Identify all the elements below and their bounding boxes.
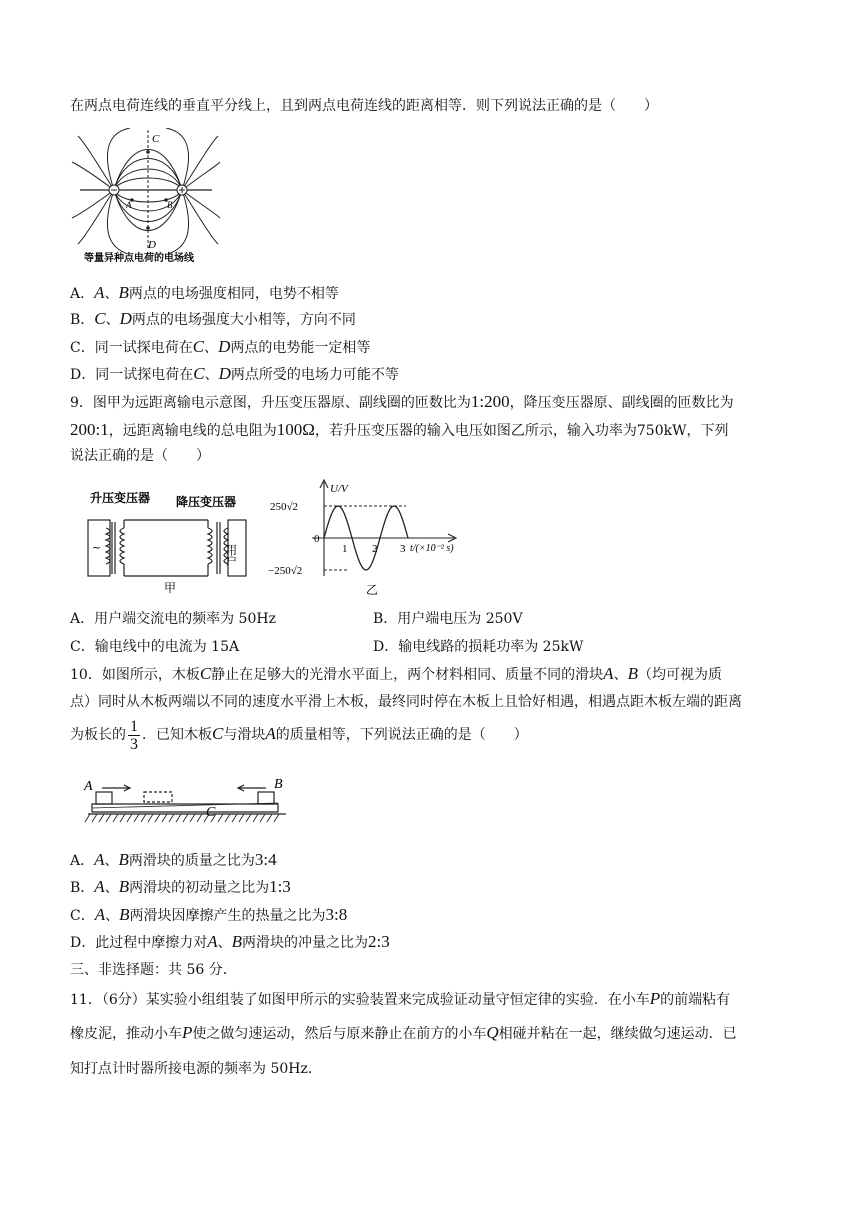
section-heading: 三、非选择题：共 56 分． bbox=[70, 962, 237, 978]
q9-option-c: C．输电线中的电流为 15A bbox=[70, 639, 240, 655]
figure-caption: 等量异种点电荷的电场线 bbox=[84, 253, 194, 264]
step-down-label: 降压变压器 bbox=[176, 495, 237, 509]
q9-option-a: A．用户端交流电的频率为 50Hz bbox=[70, 611, 276, 627]
q10-option-a: A．A、B两滑块的质量之比为3:4 bbox=[70, 850, 277, 869]
fig-label-d: D bbox=[148, 239, 156, 251]
step-up-label: 升压变压器 bbox=[90, 491, 151, 505]
q8-option-c: C．同一试探电荷在C、D两点的电势能一定相等 bbox=[70, 337, 371, 356]
user-label: 用户 bbox=[224, 544, 238, 566]
q10-stem-line1: 10．如图所示，木板C静止在足够大的光滑水平面上，两个材料相同、质量不同的滑块A、B（均可视为质 bbox=[70, 664, 722, 683]
q8-stem: 在两点电荷连线的垂直平分线上，且到两点电荷连线的距离相等．则下列说法正确的是（ ） bbox=[70, 98, 658, 114]
voltage-waveform bbox=[268, 478, 478, 596]
yi-caption: 乙 bbox=[366, 583, 379, 596]
amp-top-label: 250√2 bbox=[270, 501, 299, 513]
q8-option-d: D．同一试探电荷在C、D两点所受的电场力可能不等 bbox=[70, 364, 399, 383]
transmission-diagram bbox=[80, 484, 252, 594]
jia-caption: 甲 bbox=[164, 581, 177, 594]
block-b-label: B bbox=[274, 777, 283, 792]
q9-stem-line3: 说法正确的是（ ） bbox=[70, 448, 210, 464]
q10-option-b: B．A、B两滑块的初动量之比为1:3 bbox=[70, 877, 291, 896]
fraction-one-third: $\frac{1}{3}$ bbox=[130, 717, 138, 753]
q10-stem-line3: 为板长的 $\frac{1}{3}$ ．已知木板C与滑块A的质量相等，下列说法正确的是（ ） bbox=[70, 717, 528, 753]
svg-text:~: ~ bbox=[92, 541, 102, 554]
board-c-label: C bbox=[206, 805, 216, 820]
q9-option-b: B．用户端电压为 250V bbox=[373, 611, 523, 627]
block-a-label: A bbox=[84, 779, 93, 794]
y-axis-label: U/V bbox=[330, 483, 348, 495]
tick-3: 3 bbox=[400, 543, 406, 555]
fig-label-c: C bbox=[152, 133, 160, 145]
q9-stem-line2: 200:1，远距离输电线的总电阻为100Ω，若升压变压器的输入电压如图乙所示，输入功率为750kW，下列 bbox=[70, 420, 729, 439]
q9-stem-line1: 9．图甲为远距离输电示意图，升压变压器原、副线圈的匝数比为1:200，降压变压器原、副线圈的匝数比为 bbox=[70, 392, 734, 411]
q10-option-d: D．此过程中摩擦力对A、B两滑块的冲量之比为2:3 bbox=[70, 932, 390, 951]
fig-label-b: B bbox=[167, 200, 173, 210]
q8-option-b: B．C、D两点的电场强度大小相等，方向不同 bbox=[70, 309, 356, 328]
origin-label: 0 bbox=[314, 533, 320, 545]
amp-bottom-label: −250√2 bbox=[268, 565, 303, 577]
fig-label-a: A bbox=[126, 200, 132, 210]
q11-stem-line1: 11．（6分）某实验小组组装了如图甲所示的实验装置来完成验证动量守恒定律的实验．在小车P的前端粘有 bbox=[70, 989, 731, 1008]
q9-option-d: D．输电线路的损耗功率为 25kW bbox=[373, 639, 584, 655]
tick-1: 1 bbox=[342, 543, 348, 555]
x-axis-label: t/(×10⁻² s) bbox=[410, 543, 454, 554]
electric-field-lines-figure bbox=[70, 128, 220, 266]
q8-option-a: A．A、B两点的电场强度相同，电势不相等 bbox=[70, 283, 339, 302]
q11-stem-line3: 知打点计时器所接电源的频率为 50Hz． bbox=[70, 1061, 322, 1077]
board-blocks-figure bbox=[82, 770, 292, 828]
tick-2: 2 bbox=[372, 543, 378, 555]
q10-option-c: C．A、B两滑块因摩擦产生的热量之比为3:8 bbox=[70, 905, 348, 924]
q11-stem-line2: 橡皮泥，推动小车P使之做匀速运动，然后与原来静止在前方的小车Q相碰并粘在一起，继续做匀速运动．已 bbox=[70, 1023, 737, 1042]
q10-stem-line2: 点）同时从木板两端以不同的速度水平滑上木板，最终同时停在木板上且恰好相遇，相遇点距木板左端的距离 bbox=[70, 694, 742, 710]
